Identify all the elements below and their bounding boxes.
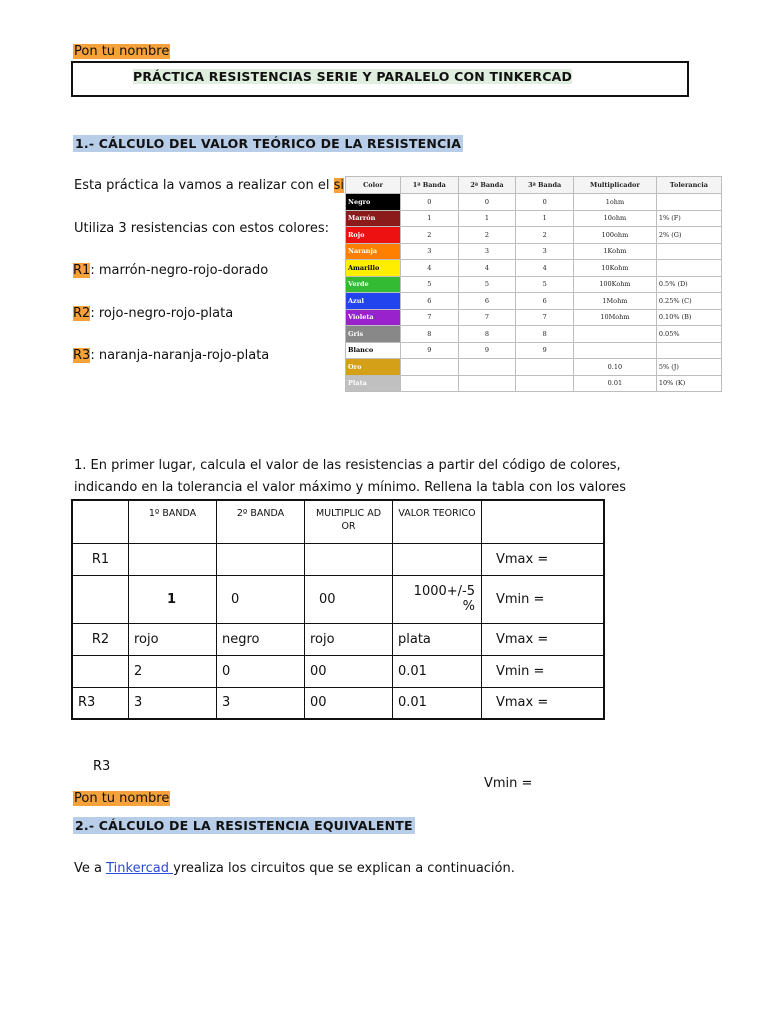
color-swatch-cell: Rojo bbox=[346, 227, 401, 244]
vt-cell[interactable]: Vmin = bbox=[482, 655, 605, 687]
color-code-row bbox=[346, 309, 722, 326]
color-code-cell bbox=[656, 194, 721, 211]
color-swatch-cell: Gris bbox=[346, 326, 401, 343]
color-code-cell: 8 bbox=[401, 326, 459, 343]
color-code-cell: 0 bbox=[516, 194, 574, 211]
vt-cell[interactable]: 0 bbox=[217, 575, 305, 623]
color-swatch-cell: Negro bbox=[346, 194, 401, 211]
color-code-cell: 1Kohm bbox=[573, 243, 656, 260]
color-code-cell bbox=[516, 359, 574, 376]
section2-text-before: Ve a bbox=[74, 861, 107, 876]
color-code-cell: 0.25% (C) bbox=[656, 293, 721, 310]
vt-cell[interactable]: 00 bbox=[305, 655, 393, 687]
page-title: PRÁCTICA RESISTENCIAS SERIE Y PARALELO CON TINKERCAD bbox=[133, 69, 573, 84]
color-code-cell: 1ohm bbox=[573, 194, 656, 211]
values-header-row bbox=[72, 500, 604, 543]
r3-label-below: R3 bbox=[93, 759, 111, 774]
section2-title: 2.- CÁLCULO DE LA RESISTENCIA EQUIVALENTE bbox=[75, 818, 413, 833]
instructions-line1: 1. En primer lugar, calcula el valor de las resistencias a partir del código de colores, bbox=[74, 458, 621, 473]
cc-header-multiplier: Multiplicador bbox=[573, 177, 656, 194]
vt-cell[interactable]: 1 bbox=[129, 575, 217, 623]
instructions-line2: indicando en la tolerancia el valor máximo y mínimo. Rellena la tabla con los valores bbox=[74, 480, 627, 495]
vt-cell[interactable]: rojo bbox=[305, 623, 393, 655]
color-code-cell bbox=[656, 342, 721, 359]
color-code-row bbox=[346, 342, 722, 359]
color-swatch-cell: Naranja bbox=[346, 243, 401, 260]
color-code-cell: 1 bbox=[516, 210, 574, 227]
color-code-cell: 0.10 bbox=[573, 359, 656, 376]
name-label-top: Pon tu nombre bbox=[74, 44, 170, 59]
vt-header-tolerance bbox=[482, 500, 605, 543]
r3-text: : naranja-naranja-rojo-plata bbox=[90, 348, 270, 363]
vt-header-band1: 1º BANDA bbox=[129, 500, 217, 543]
color-swatch-cell: Azul bbox=[346, 293, 401, 310]
color-code-cell: 9 bbox=[516, 342, 574, 359]
vt-cell[interactable]: 3 bbox=[129, 687, 217, 719]
color-code-cell: 100Kohm bbox=[573, 276, 656, 293]
vt-cell[interactable]: 1000+/-5 % bbox=[393, 575, 482, 623]
color-code-cell: 1 bbox=[401, 210, 459, 227]
color-code-cell bbox=[458, 359, 516, 376]
vt-cell[interactable]: R1 bbox=[72, 543, 129, 575]
r2-line bbox=[73, 306, 233, 321]
table-row bbox=[72, 687, 604, 719]
cc-header-band3: 3ª Banda bbox=[516, 177, 574, 194]
vt-cell[interactable]: 2 bbox=[129, 655, 217, 687]
color-code-cell: 5 bbox=[401, 276, 459, 293]
vt-cell[interactable]: R2 bbox=[72, 623, 129, 655]
cc-header-band2: 2ª Banda bbox=[458, 177, 516, 194]
color-code-cell: 8 bbox=[516, 326, 574, 343]
r3-line bbox=[73, 348, 269, 363]
vt-cell[interactable]: Vmax = bbox=[482, 623, 605, 655]
color-code-cell: 10Kohm bbox=[573, 260, 656, 277]
color-swatch-cell: Violeta bbox=[346, 309, 401, 326]
color-code-cell: 5% (J) bbox=[656, 359, 721, 376]
color-code-cell: 0.5% (D) bbox=[656, 276, 721, 293]
r2-text: : rojo-negro-rojo-plata bbox=[90, 306, 234, 321]
color-code-row bbox=[346, 260, 722, 277]
vt-cell[interactable]: Vmax = bbox=[482, 543, 605, 575]
color-code-cell bbox=[656, 243, 721, 260]
color-swatch-cell: Oro bbox=[346, 359, 401, 376]
color-code-cell: 7 bbox=[401, 309, 459, 326]
vt-cell[interactable]: rojo bbox=[129, 623, 217, 655]
color-code-row bbox=[346, 210, 722, 227]
color-swatch-cell: Amarillo bbox=[346, 260, 401, 277]
section1-title: 1.- CÁLCULO DEL VALOR TEÓRICO DE LA RESISTENCIA bbox=[75, 136, 462, 151]
vt-cell[interactable] bbox=[129, 543, 217, 575]
color-code-cell: 10ohm bbox=[573, 210, 656, 227]
vt-cell[interactable] bbox=[217, 543, 305, 575]
color-code-cell: 9 bbox=[401, 342, 459, 359]
color-code-cell: 0.01 bbox=[573, 375, 656, 392]
vt-cell[interactable]: 00 bbox=[305, 687, 393, 719]
color-code-cell: 2 bbox=[458, 227, 516, 244]
color-code-cell bbox=[573, 342, 656, 359]
color-code-cell bbox=[458, 375, 516, 392]
vt-cell[interactable]: 3 bbox=[217, 687, 305, 719]
r1-text: : marrón-negro-rojo-dorado bbox=[90, 263, 269, 278]
vt-cell[interactable] bbox=[72, 575, 129, 623]
cc-header-tolerance: Tolerancia bbox=[656, 177, 721, 194]
color-code-cell: 0.05% bbox=[656, 326, 721, 343]
color-code-cell bbox=[656, 260, 721, 277]
r2-label: R2 bbox=[73, 306, 91, 321]
table-row bbox=[72, 655, 604, 687]
table-row bbox=[72, 575, 604, 623]
section2-line bbox=[74, 861, 515, 876]
vt-cell[interactable]: 0.01 bbox=[393, 655, 482, 687]
r1-line bbox=[73, 263, 268, 278]
color-code-cell bbox=[401, 359, 459, 376]
color-code-cell: 1Mohm bbox=[573, 293, 656, 310]
color-code-cell: 2 bbox=[401, 227, 459, 244]
vt-cell[interactable]: Vmax = bbox=[482, 687, 605, 719]
vt-cell[interactable]: plata bbox=[393, 623, 482, 655]
color-code-cell bbox=[573, 326, 656, 343]
color-code-cell: 1% (F) bbox=[656, 210, 721, 227]
r1-label: R1 bbox=[73, 263, 91, 278]
intro-highlight: si bbox=[333, 178, 344, 193]
color-code-row bbox=[346, 194, 722, 211]
color-code-cell: 0 bbox=[401, 194, 459, 211]
color-code-cell: 4 bbox=[516, 260, 574, 277]
color-code-cell: 2% (G) bbox=[656, 227, 721, 244]
color-code-header-row bbox=[346, 177, 722, 194]
color-code-row bbox=[346, 243, 722, 260]
section2-text-after: yrealiza los circuitos que se explican a continuación. bbox=[173, 861, 515, 876]
color-code-cell: 7 bbox=[516, 309, 574, 326]
vt-cell[interactable] bbox=[305, 543, 393, 575]
cc-header-color: Color bbox=[346, 177, 401, 194]
color-code-cell: 5 bbox=[458, 276, 516, 293]
cc-header-band1: 1ª Banda bbox=[401, 177, 459, 194]
color-code-cell: 4 bbox=[458, 260, 516, 277]
color-code-cell: 6 bbox=[401, 293, 459, 310]
color-swatch-cell: Verde bbox=[346, 276, 401, 293]
color-code-cell: 5 bbox=[516, 276, 574, 293]
color-code-body bbox=[346, 194, 722, 392]
color-code-cell: 3 bbox=[458, 243, 516, 260]
color-code-row bbox=[346, 359, 722, 376]
vt-cell[interactable]: R3 bbox=[72, 687, 129, 719]
color-code-cell: 7 bbox=[458, 309, 516, 326]
color-code-cell: 8 bbox=[458, 326, 516, 343]
vt-cell[interactable]: negro bbox=[217, 623, 305, 655]
name-label-bottom: Pon tu nombre bbox=[74, 791, 170, 806]
color-code-cell: 100ohm bbox=[573, 227, 656, 244]
vt-header-value: VALOR TEORICO bbox=[393, 500, 482, 543]
color-code-cell: 9 bbox=[458, 342, 516, 359]
vt-cell[interactable]: 0 bbox=[217, 655, 305, 687]
color-code-cell: 10Mohm bbox=[573, 309, 656, 326]
color-swatch-cell: Plata bbox=[346, 375, 401, 392]
intro-text: Esta práctica la vamos a realizar con el bbox=[74, 178, 330, 193]
color-code-cell: 6 bbox=[516, 293, 574, 310]
color-code-table bbox=[345, 176, 722, 392]
color-code-cell: 10% (K) bbox=[656, 375, 721, 392]
color-code-row bbox=[346, 375, 722, 392]
color-code-cell: 6 bbox=[458, 293, 516, 310]
tinkercad-link[interactable]: Tinkercad bbox=[106, 861, 174, 876]
vt-cell[interactable] bbox=[72, 655, 129, 687]
color-code-cell bbox=[516, 375, 574, 392]
color-code-cell: 2 bbox=[516, 227, 574, 244]
vt-header-band2: 2º BANDA bbox=[217, 500, 305, 543]
r3-label: R3 bbox=[73, 348, 91, 363]
color-code-cell: 4 bbox=[401, 260, 459, 277]
table-row bbox=[72, 623, 604, 655]
intro-line bbox=[74, 178, 344, 193]
color-code-row bbox=[346, 276, 722, 293]
vt-header-empty bbox=[72, 500, 129, 543]
vt-header-multiplier: MULTIPLIC AD OR bbox=[305, 500, 393, 543]
color-code-cell: 0 bbox=[458, 194, 516, 211]
values-table bbox=[71, 499, 605, 720]
table-row bbox=[72, 543, 604, 575]
color-code-cell: 3 bbox=[516, 243, 574, 260]
color-code-row bbox=[346, 227, 722, 244]
color-code-cell: 1 bbox=[458, 210, 516, 227]
color-code-cell bbox=[401, 375, 459, 392]
use3-text: Utiliza 3 resistencias con estos colores: bbox=[74, 221, 330, 236]
vt-cell[interactable]: 0.01 bbox=[393, 687, 482, 719]
vt-cell[interactable]: 00 bbox=[305, 575, 393, 623]
color-code-cell: 3 bbox=[401, 243, 459, 260]
color-swatch-cell: Blanco bbox=[346, 342, 401, 359]
color-swatch-cell: Marrón bbox=[346, 210, 401, 227]
vt-cell[interactable] bbox=[393, 543, 482, 575]
color-code-cell: 0.10% (B) bbox=[656, 309, 721, 326]
vt-cell[interactable]: Vmin = bbox=[482, 575, 605, 623]
color-code-row bbox=[346, 326, 722, 343]
color-code-row bbox=[346, 293, 722, 310]
vmin-below: Vmin = bbox=[484, 776, 533, 791]
